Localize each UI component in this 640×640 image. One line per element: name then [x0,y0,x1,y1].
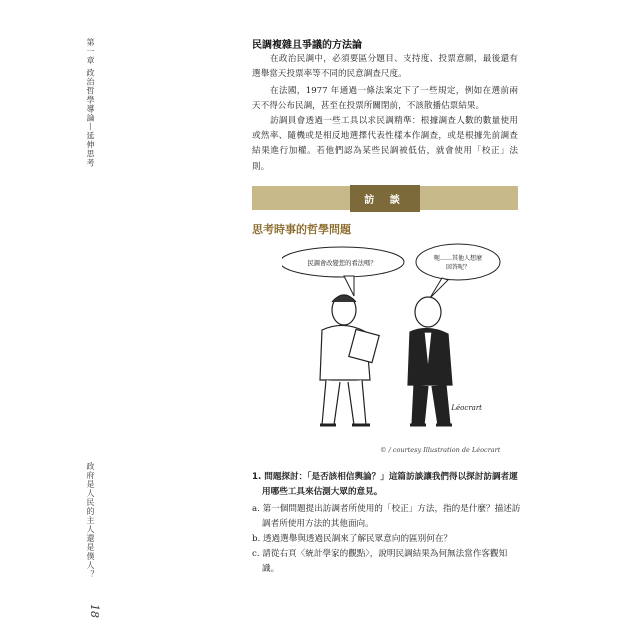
chapter-running-header: 第一章 政治哲學導論—延伸思考 [86,38,95,168]
question-main-text: 1. 問題探討：「是否該相信輿論？」這篇訪談讓我們得以探討訪調者運用哪些工具來估測大眾的意見。 [252,472,518,497]
question-b-text: b. 透過選舉與透過民調來了解民眾意向的區別何在？ [252,534,453,544]
question-main [252,470,522,500]
section-title: 民調複雜且爭議的方法論 [252,40,362,51]
subheading: 思考時事的哲學問題 [252,223,351,236]
bubble-left-text: 民調會改變您的看法嗎？ [307,260,377,267]
left-figure [320,295,379,425]
question-b [252,532,522,547]
cartoon-illustration [282,240,502,435]
bubble-right-text: 呃……其他人想麼回答呢？ [433,255,483,271]
paragraph-3: 訪調員會透過一些工具以求民調精準：根據調查人數的數量使用或然率、隨機或是相反地選擇代表性樣本作調查，或是根據先前調查結果進行加權。若他們認為某些民調被低估，就會使用「校正」法則。 [252,116,518,172]
question-a-text: a. 第一個問題提出訪調者所使用的「校正」方法，指的是什麼？描述訪調者所使用方法的其他面向。 [252,504,521,529]
artist-signature: Léocrart [451,404,482,412]
question-a [252,502,522,532]
banner-label: 訪 談 [350,185,419,212]
interview-banner [252,186,518,210]
paragraph-1: 在政治民調中，必須要區分題目、支持度、投票意願，最後還有選舉當天投票率等不同的民意調查尺度。 [252,54,518,80]
speech-bubble-right [416,244,500,298]
speech-bubble-left [282,247,404,296]
paragraph-2: 在法國，1977 年通過一條法案定下了一些規定，例如在選前兩天不得公布民調，甚至在投票所關閉前，不該散播估票結果。 [252,86,518,112]
right-figure [408,297,452,425]
page-number: 18 [88,604,101,618]
illustration-credit: © / courtesy Illustration de Léocrart [380,446,501,454]
question-c [252,547,522,577]
section-running-question: 政府是人民的主人還是僕人？ [86,462,95,579]
question-c-text: c. 請從右頁〈統計學家的觀點〉，說明民調結果為何無法當作客觀知識。 [252,549,508,574]
